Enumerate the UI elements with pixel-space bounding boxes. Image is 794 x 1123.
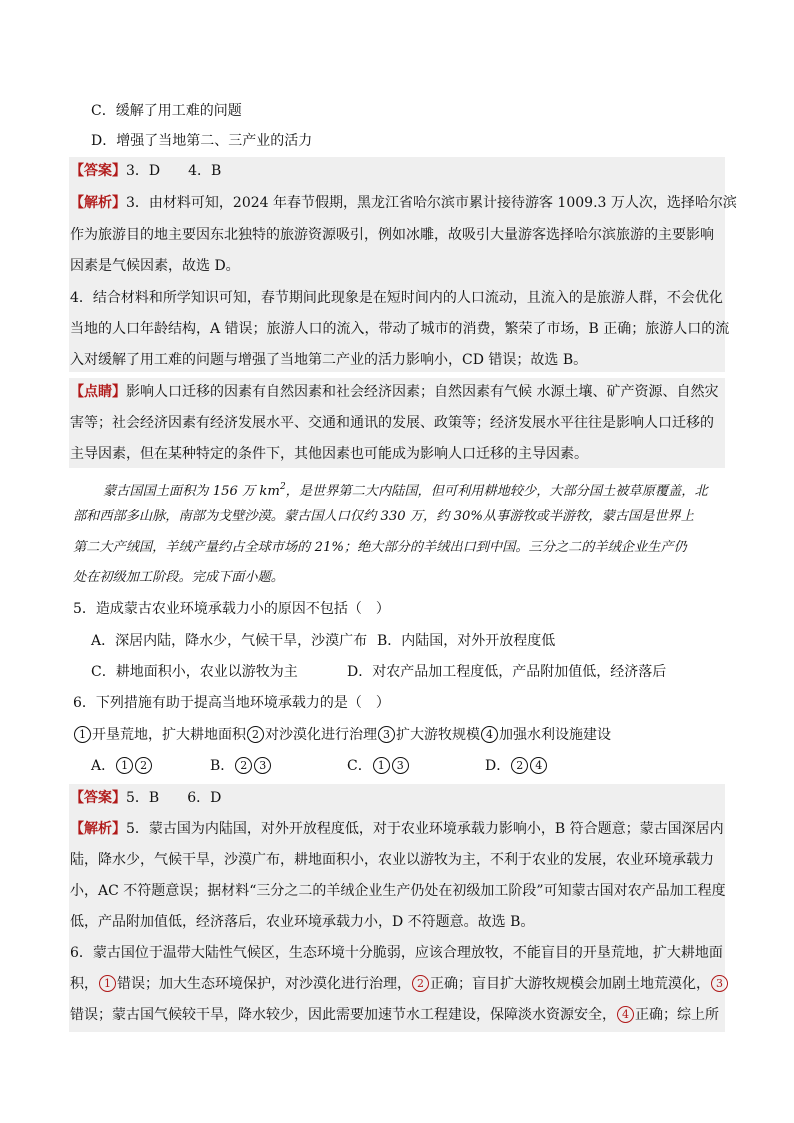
statement-number: 3 [378,726,395,743]
statement-number: 1 [99,975,116,992]
statement-number: 3 [711,975,728,992]
statement-number: 4 [481,726,498,743]
statement-number: 4 [617,1006,634,1023]
statement-number: 2 [412,975,429,992]
document-page: C．缓解了用工难的问题 D．增强了当地第二、三产业的活力 【答案】 3．D 4．B 【解析】 3．由材料可知，2024 年春节假期，黑龙江省哈尔滨市累计接待游客 1009.3 万人次，选择哈尔滨 作为旅游目的地主要因东北独特的旅游资源吸引，例如冰雕，故吸引大量游客选择哈尔滨旅游的主要影响 因素是气候因素，故选 D。 4．结合材料和所学知识可知，春节期间此现象是在短时间内的人口流动，且流入的是旅游人群，不会优化 当地的人口年龄结构，A 错误；旅游人口的流入，带动了城市的消费，繁荣了市场，B 正确；旅游人口的流 入对缓解了用工难的问题与增强了当地第二产业的活力影响小，CD 错误；故选 B。 【点睛】 影响人口迁移的因素有自然因素和社会经济因素；自然因素有气候 水源土壤、矿产资源、自然灾 害等；社会经济因素有经济发展水平、交通和通讯的发展、政策等；经济发展水平往往是影响人口迁移的 主导因素，但在某种特定的条件下，其他因素也可能成为影响人口迁移的主导因素。 蒙古国国土面积为 156 万 $km^2$，是世界第二大内陆国，但可利用耕地较少，大部分国土被草原覆盖，北 部和西部多山脉，南部为戈壁沙漠。蒙古国人口仅约 330 万，约 30%从事游牧或半游牧，蒙古国是世界上 第二大产绒国，羊绒产量约占全球市场的 21%；绝大部分的羊绒出口到中国。三分之二的羊绒企业生产仍 处在初级加工阶段。完成下面小题。 5．造成蒙古农业环境承载力小的原因不包括（ ） A．深居内陆，降水少，气候干旱，沙漠广布 B．内陆国，对外开放程度低 C．耕地面积小，农业以游牧为主 D．对农产品加工程度低，产品附加值低，经济落后 6．下列措施有助于提高当地环境承载力的是（ ） 1 开垦荒地，扩大耕地面积 2 对沙漠化进行治理 3 扩大游牧规模 4 加强水利设施建设 A． 1 2 B． 2 3 C． 1 3 D． 2 4 【答案】 5．B 6．D 【解析】 5．蒙古国为内陆国，对外开放程度低，对于农业环境承载力影响小，B 符合题意；蒙古国深居内 陆，降水少，气候干旱，沙漠广布，耕地面积小，农业以游牧为主，不利于农业的发展，农业环境承载力 小，AC 不符题意误；据材料“三分之二的羊绒企业生产仍处在初级加工阶段”可知蒙古国对农产品加工程度 低，产品附加值低，经济落后，农业环境承载力小，D 不符题意。故选 B。 6．蒙古国位于温带大陆性气候区，生态环境十分脆弱，应该合理放牧，不能盲目的开垦荒地，扩大耕地面 积， 1 错误；加大生态环境保护，对沙漠化进行治理， 2 正确；盲目扩大游牧规模会加剧土地荒漠化， 3 错误；蒙古国气候较干旱，降水较少，因此需要加速节水工程建设，保障淡水资源安全， 4 正确；综上所 [0,0,794,1123]
statement-number: 2 [247,726,264,743]
statement-number: 1 [74,726,91,743]
